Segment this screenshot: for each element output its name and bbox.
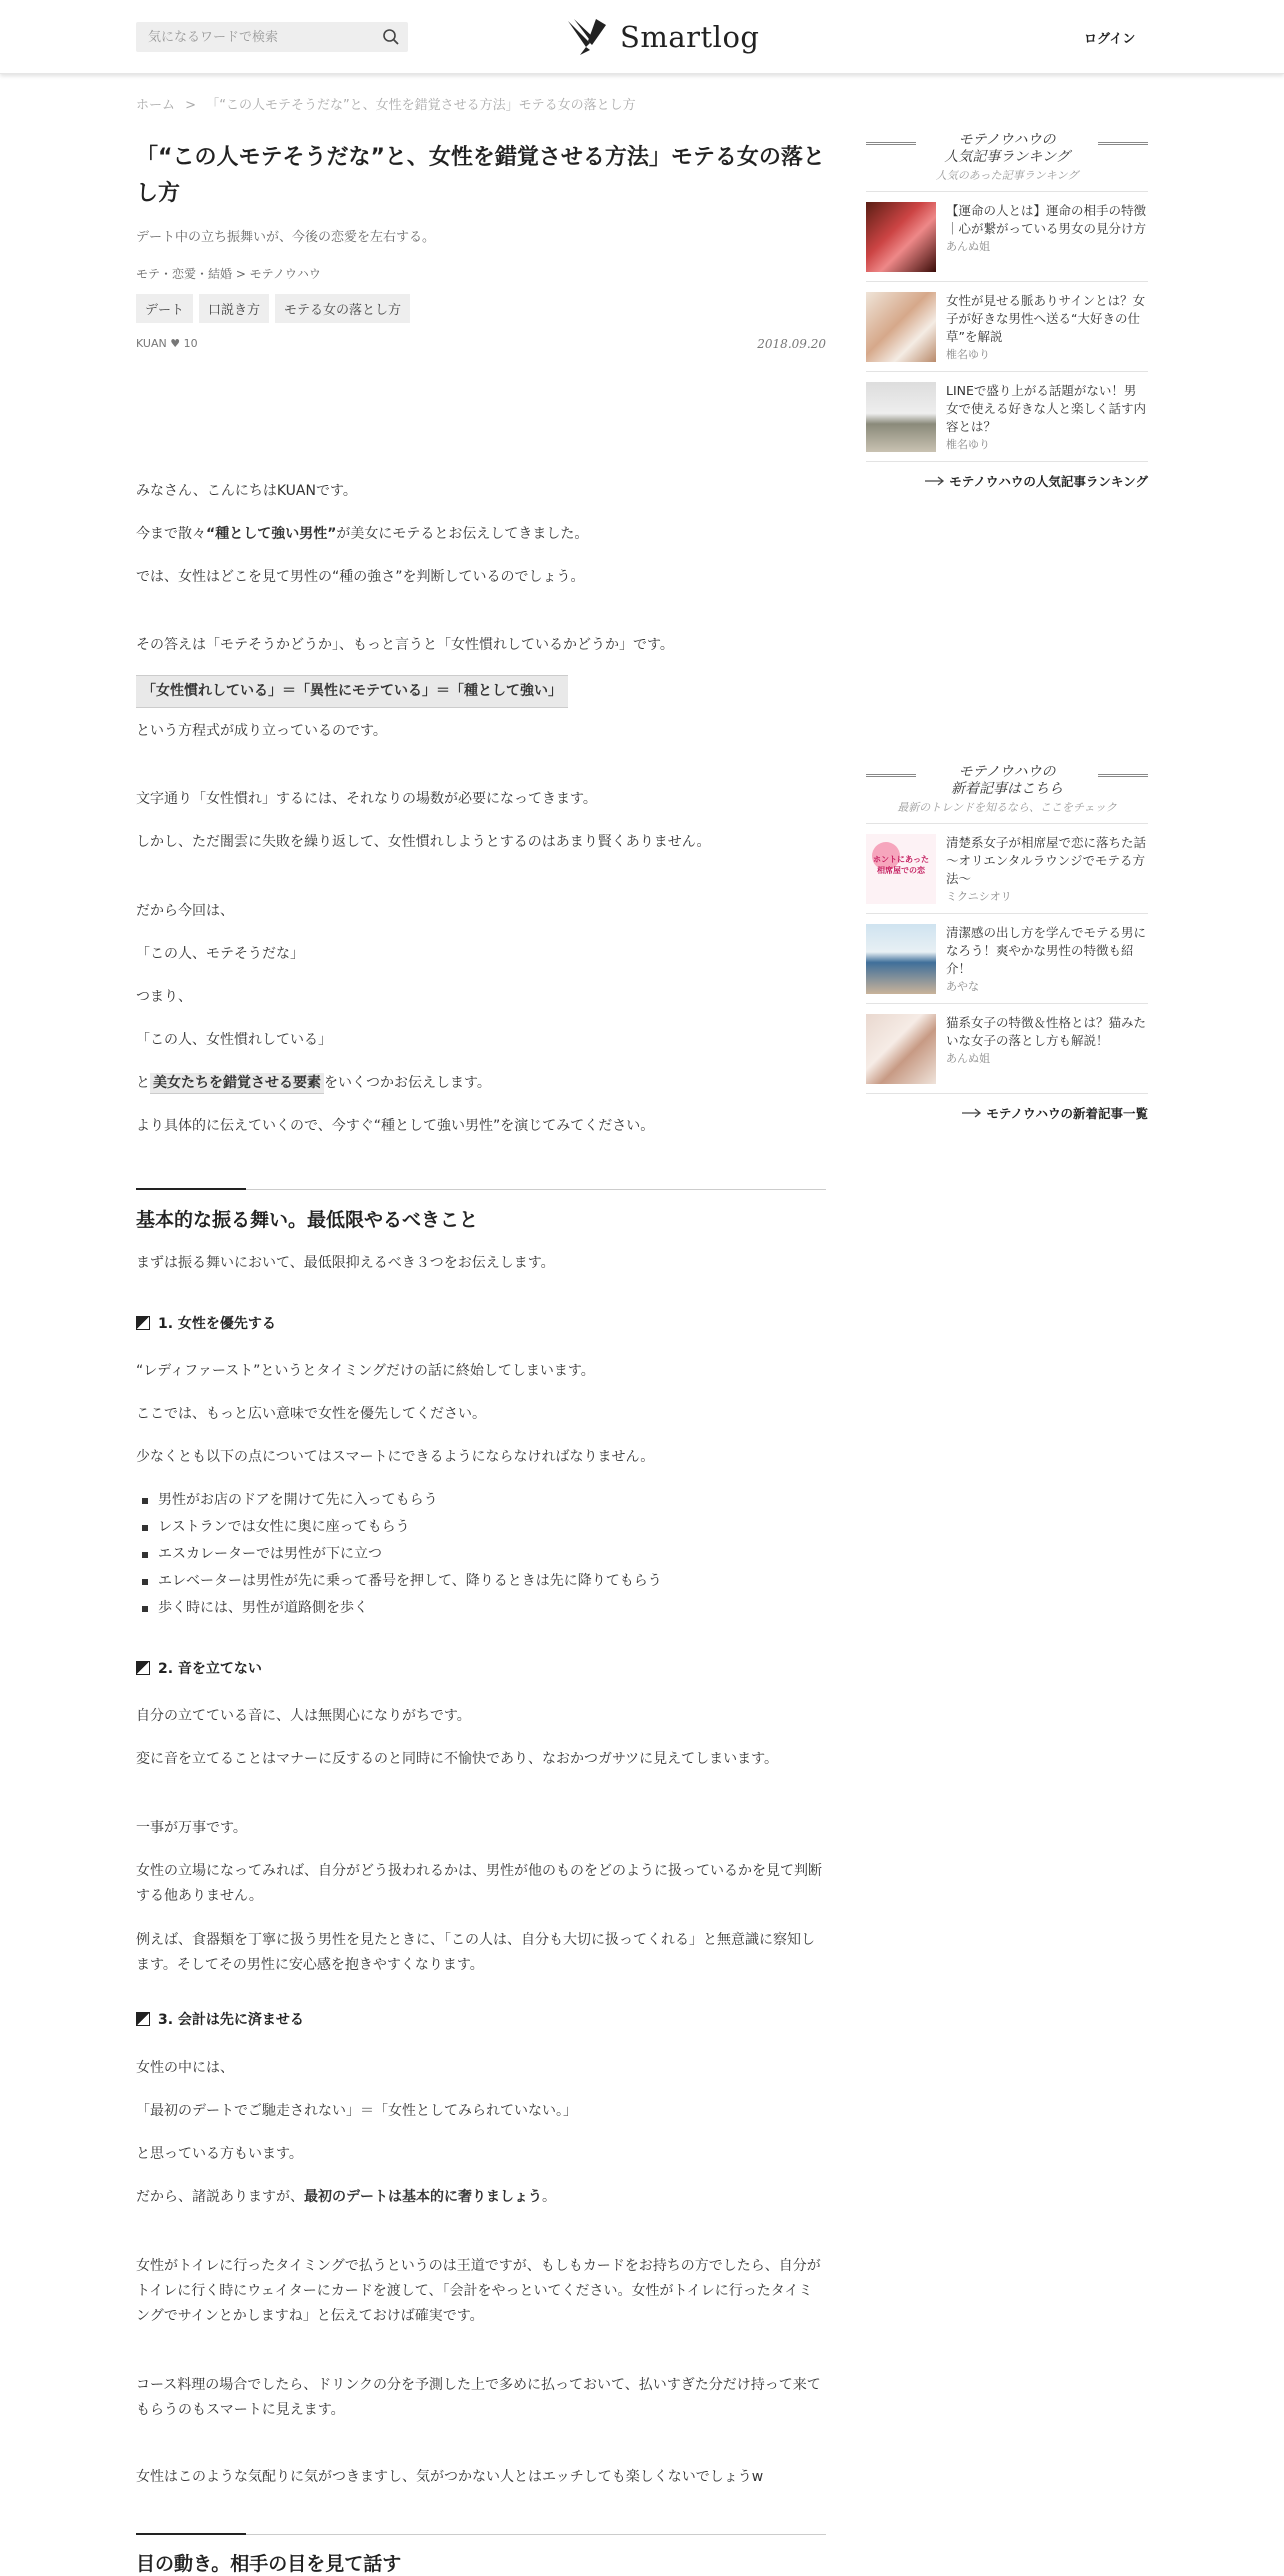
- paragraph: まずは振る舞いにおいて、最低限抑えるべき３つをお伝えします。: [136, 1255, 555, 1271]
- sidebar: [866, 132, 1148, 1122]
- triangle-marker-icon: [136, 1316, 150, 1330]
- article-category[interactable]: モテ・恋愛・結婚 > モテノウハウ: [136, 267, 321, 281]
- text: が美女にモテるとお伝えしてきました。: [336, 526, 589, 542]
- card-author: あやな: [946, 980, 979, 993]
- card-title[interactable]: 清楚系女子が相席屋で恋に落ちた話 〜オリエンタルラウンジでモテる方法〜: [946, 835, 1147, 886]
- newest-title: 新着記事はこちら: [951, 781, 1063, 797]
- card-title[interactable]: 清潔感の出し方を学んでモテる男になろう！爽やかな男性の特徴も紹介！: [946, 925, 1147, 976]
- site-header: [0, 0, 1284, 74]
- newest-more-link[interactable]: [866, 1093, 1148, 1122]
- emphasis: “種として強い男性”: [206, 526, 337, 542]
- article-thumbnail[interactable]: [866, 1014, 936, 1084]
- article-thumbnail[interactable]: [866, 924, 936, 994]
- ranking-card[interactable]: [866, 191, 1148, 281]
- newest-header: [866, 764, 1148, 815]
- search-input[interactable]: [136, 22, 366, 52]
- login-link[interactable]: ログイン: [1084, 32, 1136, 47]
- ranking-card[interactable]: [866, 371, 1148, 461]
- emphasis: 最初のデートは基本的に奢りましょう: [304, 2189, 542, 2205]
- highlight-inline: 美女たちを錯覚させる要素: [150, 1073, 324, 1094]
- ranking-subtitle: 人気のあった記事ランキング: [935, 169, 1079, 182]
- decor-line: [866, 774, 916, 777]
- text: と: [136, 1075, 150, 1091]
- article-thumbnail[interactable]: [866, 202, 936, 272]
- heart-icon[interactable]: ♥: [170, 337, 181, 350]
- author-name[interactable]: KUAN: [136, 337, 167, 350]
- newest-card[interactable]: [866, 823, 1148, 913]
- tag-list: [136, 294, 826, 323]
- triangle-marker-icon: [136, 1661, 150, 1675]
- section-divider: [136, 2534, 826, 2535]
- subheading: [136, 1658, 262, 1678]
- paragraph: しかし、ただ闇雲に失敗を繰り返して、女性慣れしようとするのはあまり賢くありません。: [136, 834, 711, 850]
- card-title[interactable]: 女性が見せる脈ありサインとは？女子が好きな男性へ送る“大好きの仕草”を解説: [946, 293, 1146, 344]
- newest-list: [866, 823, 1148, 1122]
- text: だから、諸説ありますが、: [136, 2189, 304, 2205]
- article-lead: デート中の立ち振舞いが、今後の恋愛を左右する。: [136, 230, 436, 245]
- paragraph: 女性の立場になってみれば、自分がどう扱われるかは、男性が他のものをどのように扱っているかを見て判断する他ありません。: [136, 1863, 822, 1904]
- card-author: ミクニシオリ: [946, 890, 1012, 903]
- breadcrumb-separator: >: [185, 98, 197, 113]
- subheading: [136, 2009, 304, 2029]
- more-label[interactable]: モテノウハウの新着記事一覧: [986, 1106, 1148, 1121]
- newest-title: モテノウハウの: [958, 764, 1056, 780]
- bullet-list: [136, 1487, 662, 1622]
- paragraph: 「この人、モテそうだな」: [136, 946, 304, 962]
- paragraph: だから今回は、: [136, 903, 234, 919]
- paragraph: 変に音を立てることはマナーに反するのと同時に不愉快であり、なおかつガサツに見えてしまいます。: [136, 1751, 779, 1767]
- paragraph: 「最初のデートでご馳走されない」＝「女性としてみられていない。」: [136, 2103, 577, 2119]
- article-thumbnail[interactable]: [866, 382, 936, 452]
- more-label[interactable]: モテノウハウの人気記事ランキング: [949, 474, 1148, 489]
- logo-text: Smartlog: [620, 20, 760, 54]
- article-meta: [136, 337, 826, 351]
- site-logo[interactable]: [566, 14, 759, 60]
- text: をいくつかお伝えします。: [324, 1075, 491, 1091]
- list-item: レストランでは女性に奥に座ってもらう: [136, 1514, 662, 1541]
- subheading-text: 2. 音を立てない: [158, 1661, 262, 1677]
- text: 今まで散々: [136, 526, 206, 542]
- paragraph: [136, 1071, 491, 1096]
- ranking-title: 人気記事ランキング: [944, 149, 1070, 165]
- paragraph: 女性がトイレに行ったタイミングで払うというのは王道ですが、もしもカードをお持ちの方でしたら、自分がトイレに行く時にウェイターにカードを渡して、「会計をやっといてください。女性がトイレに行ったタイミングでサインとかしますね」と伝えておけば確実です。: [136, 2258, 821, 2324]
- article-thumbnail[interactable]: [866, 834, 936, 904]
- paragraph: [136, 2185, 556, 2210]
- section-heading: 目の動き。相手の目を見て話す: [136, 2553, 402, 2575]
- newest-card[interactable]: [866, 913, 1148, 1003]
- paragraph: みなさん、こんにちはKUANです。: [136, 483, 357, 499]
- breadcrumb: [136, 94, 642, 113]
- article: [136, 140, 826, 2575]
- arrow-right-icon: [925, 476, 945, 486]
- publish-date: 2018.09.20: [757, 337, 826, 351]
- card-title[interactable]: LINEで盛り上がる話題がない！男女で使える好きな人と楽しく話す内容とは？: [946, 383, 1147, 434]
- list-item: エスカレーターでは男性が下に立つ: [136, 1541, 662, 1568]
- paragraph: つまり、: [136, 989, 192, 1005]
- thumbnail-caption: ホントにあった 相席屋での恋: [873, 855, 929, 875]
- subheading-text: 3. 会計は先に済ませる: [158, 2012, 304, 2028]
- section-divider: [136, 1189, 826, 1190]
- breadcrumb-home[interactable]: ホーム: [136, 98, 176, 113]
- decor-line: [866, 142, 916, 145]
- paragraph: コース料理の場合でしたら、ドリンクの分を予測した上で多めに払っておいて、払いすぎた分だけ持って来てもらうのもスマートに見えます。: [136, 2377, 821, 2418]
- logo-mark-icon: [566, 17, 612, 57]
- newest-card[interactable]: [866, 1003, 1148, 1093]
- tag-motero[interactable]: モテる女の落とし方: [275, 294, 410, 323]
- newest-subtitle: 最新のトレンドを知るなら、ここをチェック: [897, 801, 1117, 814]
- card-title[interactable]: 【運命の人とは】運命の相手の特徴｜心が繋がっている男女の見分け方: [946, 203, 1147, 236]
- ranking-more-link[interactable]: [866, 461, 1148, 490]
- paragraph: ここでは、もっと広い意味で女性を優先してください。: [136, 1406, 486, 1422]
- breadcrumb-current: 「“この人モテそうだな”と、女性を錯覚させる方法」モテる女の落とし方: [206, 98, 636, 113]
- paragraph: 女性の中には、: [136, 2060, 234, 2076]
- paragraph: と思っている方もいます。: [136, 2146, 303, 2162]
- decor-line: [1098, 142, 1148, 145]
- paragraph: 女性はこのような気配りに気がつきますし、気がつかない人とはエッチしても楽しくないでしょうw: [136, 2469, 764, 2485]
- paragraph: 例えば、食器類を丁寧に扱う男性を見たときに、「この人は、自分も大切に扱ってくれる」と無意識に察知します。そしてその男性に安心感を抱きやすくなります。: [136, 1932, 815, 1973]
- card-author: あんぬ姐: [946, 240, 990, 253]
- decor-line: [1098, 774, 1148, 777]
- card-title[interactable]: 猫系女子の特徴＆性格とは？猫みたいな女子の落とし方も解説！: [946, 1015, 1147, 1048]
- paragraph: 自分の立てている音に、人は無関心になりがちです。: [136, 1708, 471, 1724]
- subheading-text: 1. 女性を優先する: [158, 1316, 276, 1332]
- list-item: エレベーターは男性が先に乗って番号を押して、降りるときは先に降りてもらう: [136, 1568, 662, 1595]
- paragraph: という方程式が成り立っているのです。: [136, 723, 387, 739]
- paragraph: その答えは「モテそうかどうか」、もっと言うと「女性慣れしているかどうか」です。: [136, 637, 674, 653]
- card-author: 椎名ゆり: [946, 348, 990, 361]
- search-box[interactable]: [136, 22, 408, 52]
- triangle-marker-icon: [136, 2012, 150, 2026]
- article-thumbnail[interactable]: [866, 292, 936, 362]
- list-item: 歩く時には、男性が道路側を歩く: [136, 1595, 662, 1622]
- subheading: [136, 1313, 276, 1333]
- highlight-box: 「女性慣れしている」＝「異性にモテている」＝「種として強い」: [136, 675, 568, 708]
- paragraph: より具体的に伝えていくので、今すぐ“種として強い男性”を演じてみてください。: [136, 1118, 655, 1134]
- list-item: 男性がお店のドアを開けて先に入ってもらう: [136, 1487, 662, 1514]
- tag-date[interactable]: デート: [136, 294, 193, 323]
- card-author: 椎名ゆり: [946, 438, 990, 451]
- ranking-card[interactable]: [866, 281, 1148, 371]
- paragraph: 一事が万事です。: [136, 1820, 247, 1836]
- tag-kudoki[interactable]: 口説き方: [199, 294, 269, 323]
- like-count: 10: [183, 337, 198, 350]
- paragraph: “レディファースト”というとタイミングだけの話に終始してしまいます。: [136, 1363, 595, 1379]
- ranking-header: [866, 132, 1148, 183]
- article-title: 「“この人モテそうだな”と、女性を錯覚させる方法」モテる女の落とし方: [136, 145, 825, 206]
- paragraph: 「この人、女性慣れしている」: [136, 1032, 332, 1048]
- search-icon[interactable]: [382, 28, 400, 46]
- card-author: あんぬ姐: [946, 1052, 990, 1065]
- ranking-list: [866, 191, 1148, 490]
- arrow-right-icon: [962, 1108, 982, 1118]
- paragraph: では、女性はどこを見て男性の“種の強さ”を判断しているのでしょう。: [136, 569, 585, 585]
- paragraph: [136, 522, 588, 547]
- ranking-title: モテノウハウの: [958, 132, 1056, 148]
- paragraph: 文字通り「女性慣れ」するには、それなりの場数が必要になってきます。: [136, 791, 597, 807]
- section-heading: 基本的な振る舞い。最低限やるべきこと: [136, 1209, 479, 1231]
- paragraph: 少なくとも以下の点についてはスマートにできるようにならなければなりません。: [136, 1449, 655, 1465]
- text: 。: [542, 2189, 556, 2205]
